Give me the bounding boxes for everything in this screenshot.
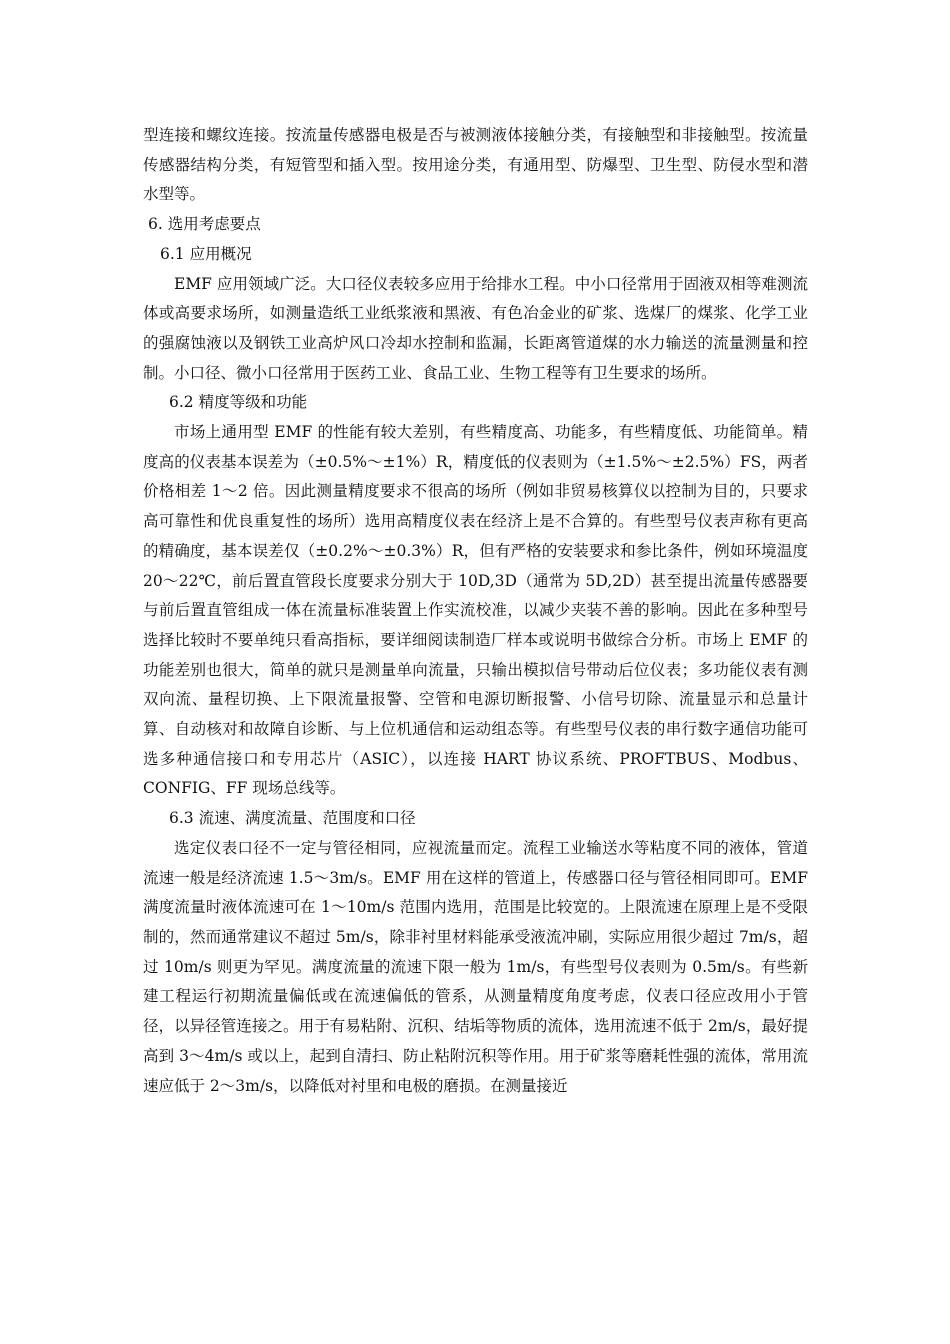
section-6-heading: 6. 选用考虑要点 <box>148 215 261 234</box>
section-6-3-paragraph: 选定仪表口径不一定与管径相同，应视流量而定。流程工业输送水等粘度不同的液体，管道流速一般是经济流速 1.5～3m/s。EMF 用在这样的管道上，传感器口径与管径相同即可。EMF 满度流量时液体流速可在 1～10m/s 范围内选用，范围是比较宽的。上限流速在原理上是不受限制的，然而通常建议不超过 5m/s，除非衬里材料能承受液流冲刷，实际应用很少超过 7m/s，超过 10m/s 则更为罕见。满度流量的流速下限一般为 1m/s，有些型号仪表则为 0.5m/s。有些新建工程运行初期流量偏低或在流速偏低的管系，从测量精度角度考虑，仪表口径应改用小于管径，以异径管连接之。用于有易粘附、沉积、结垢等物质的流体，选用流速不低于 2m/s，最好提高到 3～4m/s 或以上，起到自清扫、防止粘附沉积等作用。用于矿浆等磨耗性强的流体，常用流速应低于 2～3m/s，以降低对衬里和电极的磨损。在测量接近 <box>143 838 808 1095</box>
section-6-1-heading: 6.1 应用概况 <box>160 244 252 263</box>
intro-paragraph: 型连接和螺纹连接。按流量传感器电极是否与被测液体接触分类，有接触型和非接触型。按流量传感器结构分类，有短管型和插入型。按用途分类，有通用型、防爆型、卫生型、防侵水型和潜水型等。 <box>143 126 808 204</box>
section-6-2-paragraph: 市场上通用型 EMF 的性能有较大差别，有些精度高、功能多，有些精度低、功能简单。精度高的仪表基本误差为（±0.5%～±1%）R，精度低的仪表则为（±1.5%～±2.5%）FS，两者价格相差 1～2 倍。因此测量精度要求不很高的场所（例如非贸易核算仪以控制为目的，只要求高可靠性和优良重复性的场所）选用高精度仪表在经济上是不合算的。有些型号仪表声称有更高的精确度，基本误差仅（±0.2%～±0.3%）R，但有严格的安装要求和参比条件，例如环境温度 20～22℃，前后置直管段长度要求分别大于 10D,3D（通常为 5D,2D）甚至提出流量传感器要与前后置直管组成一体在流量标准装置上作实流校准，以减少夹装不善的影响。因此在多种型号选择比较时不要单纯只看高指标，要详细阅读制造厂样本或说明书做综合分析。市场上 EMF 的功能差别也很大，简单的就只是测量单向流量，只输出模拟信号带动后位仪表；多功能仪表有测双向流、量程切换、上下限流量报警、空管和电源切断报警、小信号切除、流量显示和总量计算、自动核对和故障自诊断、与上位机通信和运动组态等。有些型号仪表的串行数字通信功能可选多种通信接口和专用芯片（ASIC），以连接 HART 协议系统、PROFTBUS、Modbus、CONFIG、FF 现场总线等。 <box>143 423 808 798</box>
section-6-3-heading: 6.3 流速、满度流量、范围度和口径 <box>169 809 416 828</box>
section-6-1-paragraph: EMF 应用领域广泛。大口径仪表较多应用于给排水工程。中小口径常用于固液双相等难测流体或高要求场所，如测量造纸工业纸浆液和黑液、有色冶金业的矿浆、选煤厂的煤浆、化学工业的强腐蚀液以及钢铁工业高炉风口冷却水控制和监漏，长距离管道煤的水力输送的流量测量和控制。小口径、微小口径常用于医药工业、食品工业、生物工程等有卫生要求的场所。 <box>143 274 808 382</box>
document-page <box>143 121 808 1101</box>
section-6-2-heading: 6.2 精度等级和功能 <box>169 393 308 412</box>
